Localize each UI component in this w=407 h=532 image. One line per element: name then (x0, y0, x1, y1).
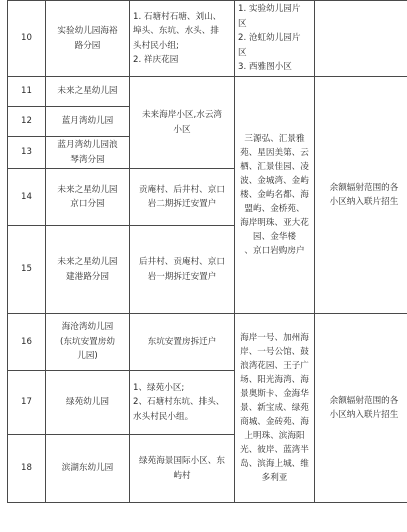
row-number: 13 (8, 137, 46, 169)
zone-list-line: 三源弘、汇景雅 (244, 134, 305, 144)
zone-list (235, 77, 315, 314)
community-area (130, 435, 235, 503)
zone-list-line: 海岸一号、加州海 (240, 333, 309, 343)
community-area-line: 屿村 (173, 470, 191, 481)
school-name (46, 169, 130, 226)
school-name-line: 未来之星幼儿园 (57, 86, 118, 97)
school-name (46, 314, 130, 371)
row-number: 10 (8, 1, 46, 77)
zone-list-line: 岸、一号公馆、鼓 (240, 347, 309, 357)
community-area-line: 未来海岸小区,水云湾 (141, 110, 223, 120)
school-name-line: 路分园 (74, 40, 101, 51)
school-name (46, 226, 130, 314)
school-name-line: 实验幼儿园海裕 (57, 26, 118, 36)
zone-list-line: 3. 西雅图小区 (238, 62, 292, 73)
zone-list-line: 、京口岩购房户 (244, 246, 305, 256)
school-name-line: 未来之星幼儿园 (57, 257, 118, 267)
community-area-line: 埠头、东坑、水头、排 (133, 26, 219, 36)
zone-list-line: 盟屿、金桥苑、 (244, 204, 305, 214)
radiation-note-line: 余额辐射范围的各 (329, 395, 399, 406)
school-name-line: 儿园) (77, 351, 98, 362)
school-name-line: 滨湖东幼儿园 (61, 463, 114, 474)
community-area-line: 后井村、贡庵村、京口 (139, 257, 225, 267)
community-area-line: 岩二期拆迁安置户 (147, 199, 217, 209)
zone-list-line: 海岸明珠、亚大花 (240, 218, 309, 228)
row-number: 18 (8, 435, 46, 503)
community-area-line: 2、石塘村东坑、排头、 (133, 397, 225, 408)
radiation-note-line: 小区纳入联片招生 (329, 410, 399, 420)
community-area-line: 岩一期拆迁安置户 (147, 271, 217, 282)
school-name-line: 建港路分园 (66, 271, 109, 282)
radiation-note-line: 小区纳入联片招生 (329, 197, 399, 207)
row-number: 15 (8, 226, 46, 314)
zone-list-line: 光、彼岸、蓝湾半 (240, 445, 309, 455)
community-area-line: 1. 石塘村石塘、刘山、 (133, 11, 222, 22)
row-number: 11 (8, 77, 46, 107)
row-number: 17 (8, 371, 46, 435)
radiation-note-line: 余额辐射范围的各 (329, 182, 399, 193)
empty-cell (315, 1, 407, 77)
zone-list-line: 多利亚 (261, 473, 288, 483)
zone-list-line: 波、金城湾、金屿 (240, 176, 309, 186)
community-area-line: 贡庵村、后井村、京口 (139, 184, 225, 195)
zone-list-line: 岛、滨海上城、维 (240, 459, 309, 469)
row-number: 12 (8, 107, 46, 137)
radiation-note (315, 77, 407, 314)
zone-list-line: 场、阳光海湾、海 (240, 375, 309, 385)
zone-list-line: 商城、金砖苑、海 (240, 417, 309, 427)
table-row (8, 314, 407, 371)
row-number: 16 (8, 314, 46, 371)
zone-list-line: 浪湾花园、王子广 (240, 361, 309, 371)
school-name-line: (东坑安置房幼 (60, 336, 115, 347)
community-area-line: 小区 (173, 124, 191, 135)
community-area (130, 1, 235, 77)
community-area-line: 绿苑海景国际小区、东 (139, 456, 225, 466)
school-name (46, 371, 130, 435)
radiation-note (315, 314, 407, 503)
community-area (130, 371, 235, 435)
zone-list-line: 区 (238, 47, 247, 58)
community-area (130, 314, 235, 371)
zone-list-line: 楼、金屿名都、海 (240, 190, 309, 200)
zone-list-line: 栖、汇景佳园、凌 (240, 162, 309, 172)
school-name (46, 435, 130, 503)
school-name-line: 琴湾分园 (70, 154, 105, 165)
school-name-line: 海沧湾幼儿园 (61, 322, 114, 333)
community-area-line: 东坑安置房拆迁户 (147, 336, 217, 347)
school-name (46, 1, 130, 77)
community-area-line: 头村民小组; (133, 40, 179, 51)
school-name-line: 蓝月湾幼儿园 (61, 116, 114, 127)
zone-list-line: 园、金华楼 (253, 232, 296, 242)
community-area (130, 169, 235, 226)
school-name-line: 京口分园 (70, 199, 105, 209)
school-name (46, 137, 130, 169)
table-row (8, 1, 407, 77)
school-name (46, 77, 130, 107)
zone-list (235, 1, 315, 77)
zone-list-line: 景奥斯卡、金海华 (240, 389, 309, 399)
row-number: 14 (8, 169, 46, 226)
community-area-line: 1、绿苑小区; (133, 382, 185, 393)
community-area-line: 2. 祥庆花园 (133, 55, 179, 65)
school-name-line: 蓝月湾幼儿园浪 (57, 140, 118, 150)
zone-list-line: 上明珠、滨海阳 (244, 431, 305, 441)
community-area (130, 226, 235, 314)
school-name-line: 未来之星幼儿园 (57, 184, 118, 195)
zone-list-line: 景、新宝成、绿苑 (240, 403, 309, 413)
zone-list-line: 1. 实验幼儿园片 (238, 4, 301, 15)
zone-list-line: 2. 沧虹幼儿园片 (238, 33, 301, 44)
school-name-line: 绿苑幼儿园 (66, 397, 109, 408)
school-name (46, 107, 130, 137)
enrollment-zone-table (7, 0, 407, 503)
community-area-line: 水头村民小组。 (133, 411, 194, 422)
zone-list-line: 区 (238, 18, 247, 29)
community-area (130, 77, 235, 169)
zone-list-line: 苑、星因美第、云 (240, 148, 309, 158)
zone-list (235, 314, 315, 503)
table-row (8, 77, 407, 107)
